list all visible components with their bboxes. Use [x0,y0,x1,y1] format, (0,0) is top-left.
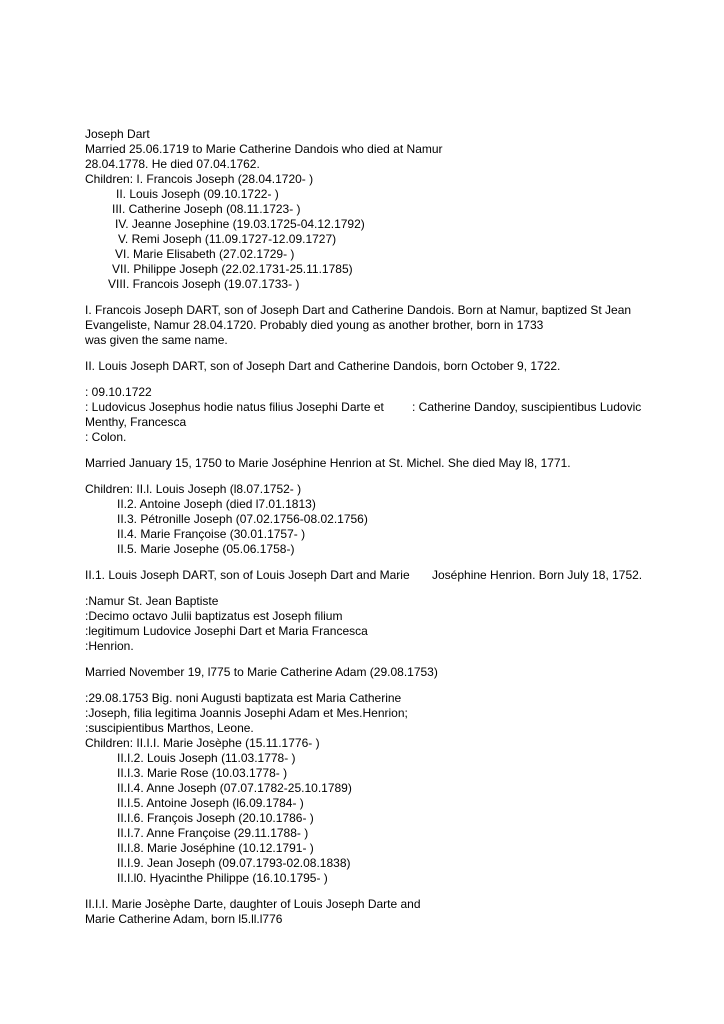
adam-record-2: :Joseph, filia legitima Joannis Josephi Adam et Mes.Henrion; [85,706,408,720]
children-line-8: VIII. Francois Joseph (19.07.1733- ) [108,277,300,291]
louis2-record-1: :Namur St. Jean Baptiste [85,594,219,608]
louis2-children-4: II.I.4. Anne Joseph (07.07.1782-25.10.1789) [117,781,352,795]
children-line-3: III. Catherine Joseph (08.11.1723- ) [112,202,301,216]
marie-heading-2: Marie Catherine Adam, born l5.ll.l776 [85,912,283,926]
louis2-children-8: II.I.8. Marie Joséphine (10.12.1791- ) [117,841,314,855]
louis-marriage: Married January 15, 1750 to Marie Joséphine Henrion at St. Michel. She died May l8, 1771. [85,456,571,470]
louis-record-4: : Colon. [85,430,127,444]
marriage-line: Married 25.06.1719 to Marie Catherine Dandois who died at Namur [85,142,443,156]
children-line-4: IV. Jeanne Josephine (19.03.1725-04.12.1792) [115,217,365,231]
children-line-7: VII. Philippe Joseph (22.02.1731-25.11.1785) [112,262,353,276]
louis-record-2a: : Ludovicus Josephus hodie natus filius Josephi Darte et [85,400,384,414]
louis2-record-3: :legitimum Ludovice Josephi Dart et Maria Francesca [85,624,368,638]
louis-record-2b: : Catherine Dandoy, suscipientibus Ludovic [412,400,642,414]
adam-record-3: :suscipientibus Marthos, Leone. [85,721,254,735]
adam-record-1: :29.08.1753 Big. noni Augusti baptizata est Maria Catherine [85,691,402,705]
francois-line-2: Evangeliste, Namur 28.04.1720. Probably died young as another brother, born in 1733 [85,318,544,332]
louis2-children-6: II.I.6. François Joseph (20.10.1786- ) [117,811,314,825]
heading-joseph-dart: Joseph Dart [85,127,150,141]
children-line-1: Children: I. Francois Joseph (28.04.1720- ) [85,172,314,186]
louis2-children-9: II.I.9. Jean Joseph (09.07.1793-02.08.1838) [117,856,351,870]
louis-children-3: II.3. Pétronille Joseph (07.02.1756-08.02.1756) [117,512,368,526]
louis2-children-1: Children: II.I.I. Marie Josèphe (15.11.1776- ) [85,736,320,750]
louis2-children-3: II.I.3. Marie Rose (10.03.1778- ) [117,766,288,780]
francois-line-1: I. Francois Joseph DART, son of Joseph Dart and Catherine Dandois. Born at Namur, baptized St Jean [85,303,632,317]
death-line: 28.04.1778. He died 07.04.1762. [85,157,260,171]
louis-record-1: : 09.10.1722 [85,385,152,399]
louis2-children-7: II.I.7. Anne Françoise (29.11.1788- ) [117,826,309,840]
francois-line-3: was given the same name. [85,333,228,347]
louis2-heading-b: Joséphine Henrion. Born July 18, 1752. [432,568,643,582]
louis2-children-10: II.I.l0. Hyacinthe Philippe (16.10.1795- ) [117,871,328,885]
children-line-6: VI. Marie Elisabeth (27.02.1729- ) [115,247,295,261]
louis2-marriage: Married November 19, l775 to Marie Catherine Adam (29.08.1753) [85,665,438,679]
louis2-children-2: II.I.2. Louis Joseph (11.03.1778- ) [117,751,296,765]
marie-heading-1: II.I.I. Marie Josèphe Darte, daughter of Louis Joseph Darte and [85,897,421,911]
louis-children-1: Children: II.l. Louis Joseph (l8.07.1752- ) [85,482,302,496]
louis2-record-2: :Decimo octavo Julii baptizatus est Joseph filium [85,609,343,623]
louis2-children-5: II.I.5. Antoine Joseph (l6.09.1784- ) [117,796,304,810]
louis2-heading-a: II.1. Louis Joseph DART, son of Louis Joseph Dart and Marie [85,568,410,582]
louis-children-2: II.2. Antoine Joseph (died l7.01.1813) [117,497,316,511]
children-line-5: V. Remi Joseph (11.09.1727-12.09.1727) [118,232,337,246]
louis-record-3: Menthy, Francesca [85,415,187,429]
louis-children-4: II.4. Marie Françoise (30.01.1757- ) [117,527,306,541]
children-line-2: II. Louis Joseph (09.10.1722- ) [116,187,279,201]
louis2-record-4: :Henrion. [85,639,134,653]
louis-children-5: II.5. Marie Josephe (05.06.1758-) [117,542,295,556]
louis-heading: II. Louis Joseph DART, son of Joseph Dart and Catherine Dandois, born October 9, 1722. [85,359,561,373]
